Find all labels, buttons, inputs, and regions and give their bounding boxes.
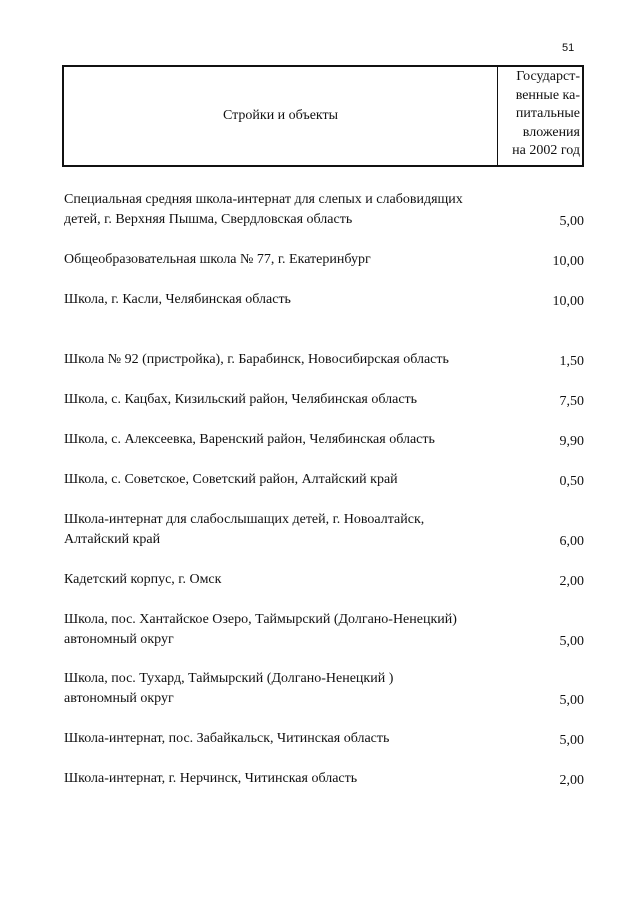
object-name-line: Алтайский край [64, 532, 161, 547]
object-name [64, 570, 509, 590]
object-name-line: Школа, с. Кацбах, Кизильский район, Челябинская область [64, 392, 418, 407]
investment-value: 5,00 [559, 634, 584, 649]
header-investment-line: питальные [515, 106, 580, 122]
investment-value: 5,00 [559, 733, 584, 748]
table-row [64, 470, 584, 490]
object-name [64, 350, 509, 370]
header-objects-label: Стройки и объекты [222, 108, 339, 123]
table-row [64, 190, 584, 230]
object-name [64, 390, 509, 410]
investment-value: 10,00 [552, 254, 584, 269]
object-name-line: автономный округ [64, 691, 174, 706]
object-name [64, 190, 509, 230]
object-name-line: Школа, пос. Тухард, Таймырский (Долгано-Ненецкий ) [64, 671, 394, 686]
table-row [64, 729, 584, 749]
table-row [64, 390, 584, 410]
object-name [64, 610, 509, 650]
investment-value: 2,00 [559, 574, 584, 589]
object-name [64, 430, 509, 450]
object-name [64, 510, 509, 550]
table-row [64, 769, 584, 789]
header-investment-line: Государст- [516, 69, 580, 84]
investment-value: 5,00 [559, 214, 584, 229]
investment-value: 9,90 [559, 434, 584, 449]
object-name-line: Школа № 92 (пристройка), г. Барабинск, Новосибирская область [64, 352, 449, 367]
table-row [64, 669, 584, 709]
header-investment-line: венные ка- [515, 87, 580, 103]
object-name [64, 290, 509, 310]
table-row [64, 290, 584, 310]
table-row [64, 510, 584, 550]
object-name [64, 669, 509, 709]
header-investment-column [498, 67, 582, 165]
object-name-line: автономный округ [64, 632, 174, 647]
object-name [64, 729, 509, 749]
investment-value: 10,00 [552, 294, 584, 309]
header-investment-line: вложения [522, 124, 580, 140]
table-row [64, 350, 584, 370]
investment-value: 7,50 [559, 394, 584, 409]
object-name-line: Школа, г. Касли, Челябинская область [64, 292, 291, 307]
object-name [64, 769, 509, 789]
object-name-line: Школа, пос. Хантайское Озеро, Таймырский (Долгано-Ненецкий) [64, 612, 457, 627]
object-name [64, 470, 509, 490]
object-name-line: Школа, с. Алексеевка, Варенский район, Челябинская область [64, 432, 435, 447]
object-name-line: детей, г. Верхняя Пышма, Свердловская область [64, 212, 353, 227]
object-name-line: Школа, с. Советское, Советский район, Алтайский край [64, 472, 398, 487]
table-row [64, 610, 584, 650]
table-row [64, 250, 584, 270]
investment-value: 5,00 [559, 693, 584, 708]
object-name-line: Школа-интернат, г. Нерчинск, Читинская область [64, 771, 358, 786]
object-name-line: Школа-интернат для слабослышащих детей, г. Новоалтайск, [64, 512, 425, 527]
object-name-line: Кадетский корпус, г. Омск [64, 572, 222, 587]
table-header [62, 65, 584, 167]
header-objects-column [64, 67, 498, 165]
page-number: 51 [562, 42, 575, 54]
table-row [64, 430, 584, 450]
table-row [64, 570, 584, 590]
object-name-line: Школа-интернат, пос. Забайкальск, Читинская область [64, 731, 390, 746]
investment-value: 1,50 [559, 354, 584, 369]
object-name-line: Общеобразовательная школа № 77, г. Екатеринбург [64, 252, 371, 267]
investment-value: 2,00 [559, 773, 584, 788]
investment-value: 6,00 [559, 534, 584, 549]
header-investment-line: на 2002 год [512, 143, 580, 159]
object-name [64, 250, 509, 270]
investment-value: 0,50 [559, 474, 584, 489]
object-name-line: Специальная средняя школа-интернат для слепых и слабовидящих [64, 192, 463, 207]
